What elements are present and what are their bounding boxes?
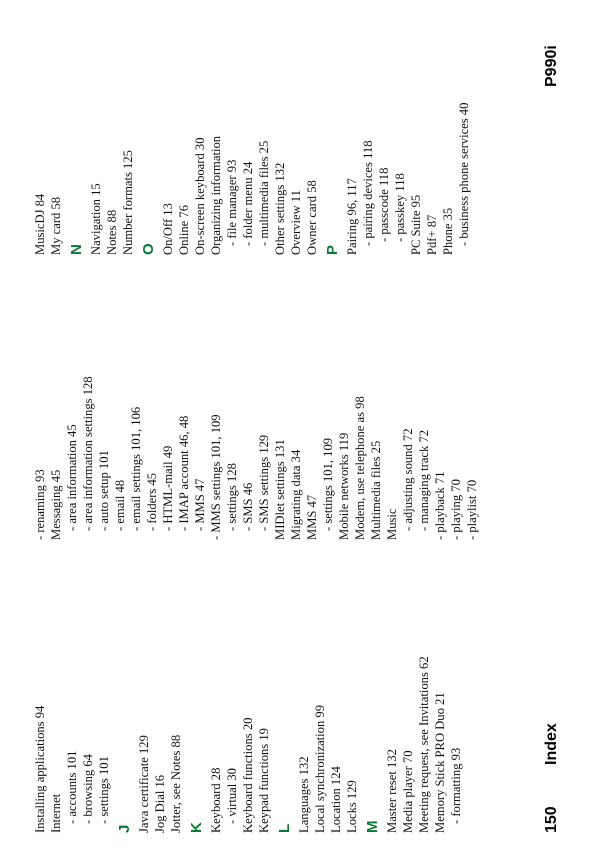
index-entry: Music <box>385 508 399 540</box>
index-entry: My card 58 <box>49 196 63 255</box>
index-entry: Messaging 45 <box>49 469 63 540</box>
model-name: P990i <box>543 45 560 87</box>
index-subentry: - SMS 46 <box>241 482 255 531</box>
index-entry: Media player 70 <box>401 750 415 833</box>
index-entry: Keyboard functions 20 <box>241 717 255 833</box>
index-subentry: - accounts 101 <box>65 750 79 824</box>
index-column-1 <box>32 583 464 833</box>
index-subentry: - file manager 93 <box>225 159 239 246</box>
index-subentry: - adjusting sound 72 <box>401 428 415 531</box>
index-entry: Online 76 <box>177 204 191 255</box>
index-letter-heading: N <box>68 244 85 255</box>
index-entry: MusicDJ 84 <box>33 193 47 255</box>
page-number: 150 <box>543 806 560 833</box>
index-subentry: - IMAP account 46, 48 <box>177 415 191 531</box>
index-subentry: - folder menu 24 <box>241 161 255 246</box>
index-letter-heading: L <box>276 823 293 833</box>
index-entry: Pairing 96, 117 <box>345 178 359 255</box>
index-entry: On/Off 13 <box>161 203 175 255</box>
index-subentry: - area information 45 <box>65 424 79 531</box>
index-entry: - playlist 70 <box>465 479 479 540</box>
index-entry: Jog Dial 16 <box>153 774 167 833</box>
index-entry: Installing applications 94 <box>33 705 47 833</box>
index-entry: Meeting request, see Invitations 62 <box>417 656 431 833</box>
index-entry: Modem, use telephone as 98 <box>353 396 367 540</box>
index-column-3 <box>32 5 472 255</box>
index-entry: Keyboard 28 <box>209 767 223 833</box>
index-entry: Overview 11 <box>289 190 303 255</box>
index-subentry: - passcode 118 <box>377 167 391 242</box>
index-entry: Other settings 132 <box>273 162 287 255</box>
index-subentry: - passkey 118 <box>393 173 407 242</box>
index-entry: Pdf+ 87 <box>425 214 439 255</box>
index-letter-heading: K <box>188 822 205 833</box>
index-letter-heading: O <box>140 243 157 255</box>
index-entry: Jotter, see Notes 88 <box>169 734 183 833</box>
index-subentry: - area information settings 128 <box>81 376 95 531</box>
index-subentry: - managing track 72 <box>417 429 431 531</box>
index-entry: MIDlet settings 131 <box>273 439 287 540</box>
index-subentry: - folders 45 <box>145 472 159 531</box>
index-entry: Number formats 125 <box>121 150 135 255</box>
index-subentry: - SMS settings 129 <box>257 434 271 531</box>
index-entry: Multimedia files 25 <box>369 440 383 540</box>
index-letter-heading: M <box>364 820 381 833</box>
index-entry: Internet <box>49 793 63 833</box>
index-entry: Local synchronization 99 <box>313 705 327 833</box>
index-letter-heading: P <box>324 244 341 255</box>
index-entry: Mobile networks 119 <box>337 432 351 540</box>
index-entry: PC Suite 95 <box>409 194 423 255</box>
index-entry: Memory Stick PRO Duo 21 <box>433 692 447 833</box>
index-subentry: - formatting 93 <box>449 747 463 824</box>
index-column-2 <box>32 290 480 540</box>
index-entry: - MMS settings 101, 109 <box>209 414 223 540</box>
index-entry: Navigation 15 <box>89 183 103 255</box>
index-entry: - renaming 93 <box>33 469 47 540</box>
index-entry: Migrating data 34 <box>289 449 303 540</box>
index-entry: Languages 132 <box>297 756 311 833</box>
index-subentry: - HTML-mail 49 <box>161 445 175 531</box>
index-entry: On-screen keyboard 30 <box>193 137 207 255</box>
index-entry: Phone 35 <box>441 207 455 255</box>
index-subentry: - pairing devices 118 <box>361 140 375 246</box>
index-entry: Java certificate 129 <box>137 735 151 833</box>
index-subentry: - auto setup 101 <box>97 450 111 531</box>
index-entry: - playing 70 <box>449 479 463 540</box>
index-entry: Master reset 132 <box>385 749 399 833</box>
index-subentry: - settings 101, 109 <box>321 437 335 531</box>
section-title: Index <box>543 723 560 765</box>
index-subentry: - settings 128 <box>225 463 239 531</box>
index-entry: MMS 47 <box>305 494 319 540</box>
index-subentry: - browsing 64 <box>81 754 95 824</box>
index-subentry: - settings 101 <box>97 756 111 824</box>
index-entry: Location 124 <box>329 766 343 833</box>
index-entry: Locks 129 <box>345 780 359 833</box>
index-entry: Organizing information <box>209 135 223 255</box>
index-entry: Keypad functions 19 <box>257 728 271 833</box>
index-subentry: - multimedia files 25 <box>257 140 271 246</box>
index-entry: Owner card 58 <box>305 180 319 255</box>
index-letter-heading: J <box>116 824 133 833</box>
index-entry: Notes 88 <box>105 209 119 255</box>
index-subentry: - virtual 30 <box>225 768 239 824</box>
index-subentry: - email settings 101, 106 <box>129 406 143 531</box>
index-subentry: - email 48 <box>113 479 127 531</box>
index-subentry: - MMS 47 <box>193 478 207 531</box>
index-subentry: - business phone services 40 <box>457 102 471 246</box>
index-entry: - playback 71 <box>433 471 447 540</box>
